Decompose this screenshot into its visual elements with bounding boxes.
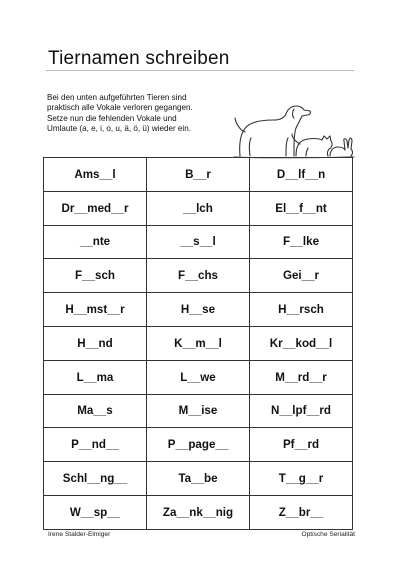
table-row — [44, 259, 353, 293]
table-row — [44, 428, 353, 462]
animal-cell: Ta__be — [147, 462, 250, 496]
table-row — [44, 158, 353, 192]
animal-cell: F__chs — [147, 259, 250, 293]
animal-cell: N__lpf__rd — [250, 394, 353, 428]
instructions — [47, 93, 237, 134]
animal-cell: __nte — [44, 225, 147, 259]
page-title: Tiernamen schreiben — [48, 48, 230, 69]
instruction-line: Umlaute (a, e, i, o, u, ä, ö, ü) wieder ein. — [47, 123, 191, 133]
animal-cell: H__mst__r — [44, 293, 147, 327]
animal-cell: B__r — [147, 158, 250, 192]
animal-cell: Dr__med__r — [44, 191, 147, 225]
table-row — [44, 225, 353, 259]
animal-cell: T__g__r — [250, 462, 353, 496]
animal-names-table — [43, 157, 353, 530]
animal-cell: L__we — [147, 360, 250, 394]
animals-illustration-icon — [230, 96, 356, 162]
table-row — [44, 394, 353, 428]
animal-cell: Pf__rd — [250, 428, 353, 462]
animal-cell: Z__br__ — [250, 495, 353, 529]
instruction-line: praktisch alle Vokale verloren gegangen. — [47, 103, 193, 113]
animal-cell: P__page__ — [147, 428, 250, 462]
animal-cell: L__ma — [44, 360, 147, 394]
animal-cell: El__f__nt — [250, 191, 353, 225]
table-row — [44, 326, 353, 360]
animal-cell: H__nd — [44, 326, 147, 360]
animal-cell: Kr__kod__l — [250, 326, 353, 360]
animal-cell: M__ise — [147, 394, 250, 428]
table-row — [44, 293, 353, 327]
animal-cell: Ams__l — [44, 158, 147, 192]
instruction-line: Setze nun die fehlenden Vokale und — [47, 113, 177, 123]
animal-cell: P__nd__ — [44, 428, 147, 462]
table-row — [44, 495, 353, 529]
animal-cell: H__rsch — [250, 293, 353, 327]
animal-cell: Gei__r — [250, 259, 353, 293]
table-row — [44, 462, 353, 496]
table-row — [44, 191, 353, 225]
animal-cell: M__rd__r — [250, 360, 353, 394]
animal-cell: W__sp__ — [44, 495, 147, 529]
animal-cell: Za__nk__nig — [147, 495, 250, 529]
table-row — [44, 360, 353, 394]
animal-cell: H__se — [147, 293, 250, 327]
footer-series: Optische Serialität — [301, 531, 355, 538]
animal-cell: __s__l — [147, 225, 250, 259]
animal-cell: D__lf__n — [250, 158, 353, 192]
animal-cell: Ma__s — [44, 394, 147, 428]
animal-cell: K__m__l — [147, 326, 250, 360]
animal-cell: F__lke — [250, 225, 353, 259]
animal-cell: Schl__ng__ — [44, 462, 147, 496]
footer-author: Irene Stalder-Elmiger — [48, 531, 111, 538]
animal-cell: __lch — [147, 191, 250, 225]
animal-cell: F__sch — [44, 259, 147, 293]
title-divider — [46, 70, 354, 71]
instruction-line: Bei den unten aufgeführten Tieren sind — [47, 93, 187, 102]
